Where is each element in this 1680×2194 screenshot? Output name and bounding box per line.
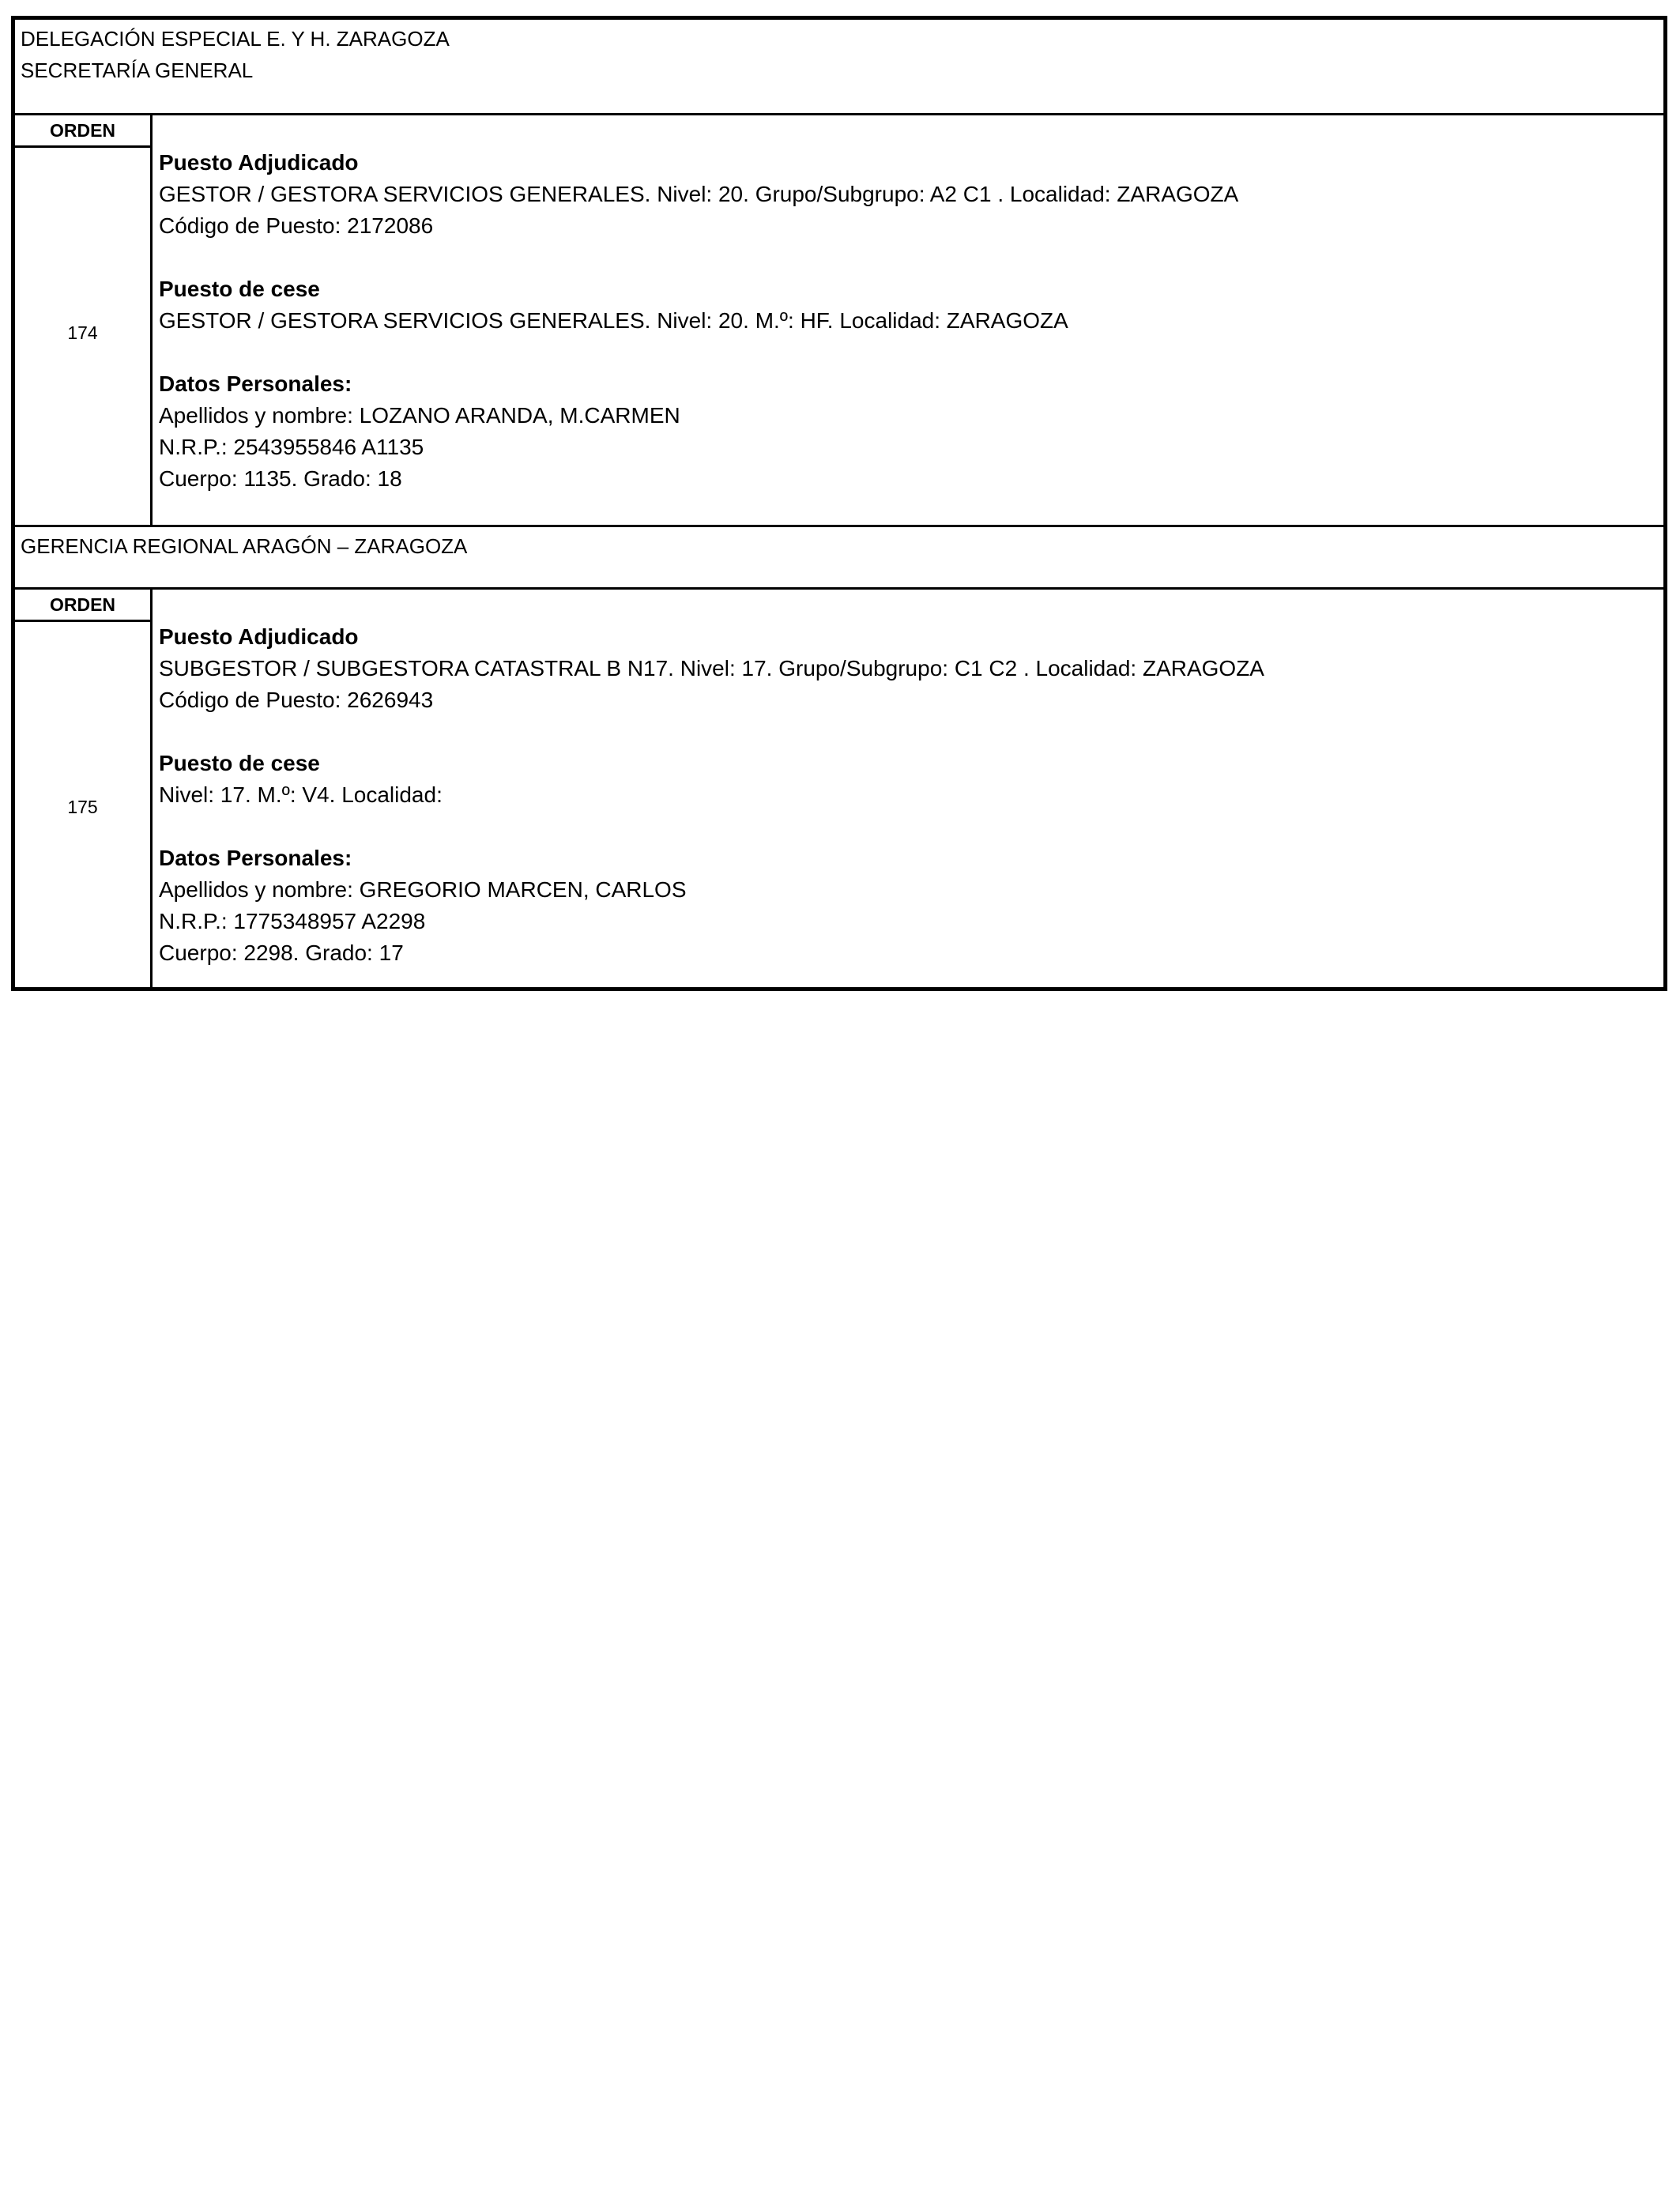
- datos-personales-title: Datos Personales:: [159, 371, 352, 396]
- header-line-secretaria: SECRETARÍA GENERAL: [21, 58, 254, 82]
- document-table: [11, 16, 1667, 991]
- puesto-cese-desc: Nivel: 17. M.º: V4. Localidad:: [159, 782, 443, 807]
- orden-number: 175: [67, 797, 98, 817]
- entry-details: [159, 115, 1663, 525]
- entry-row-175: [15, 590, 1663, 991]
- puesto-cese-title: Puesto de cese: [159, 751, 320, 775]
- codigo-puesto: Código de Puesto: 2172086: [159, 213, 434, 238]
- puesto-adjudicado-title: Puesto Adjudicado: [159, 624, 359, 649]
- puesto-cese-desc: GESTOR / GESTORA SERVICIOS GENERALES. Nivel: 20. M.º: HF. Localidad: ZARAGOZA: [159, 308, 1068, 333]
- datos-personales-title: Datos Personales:: [159, 846, 352, 870]
- puesto-adjudicado-desc: SUBGESTOR / SUBGESTORA CATASTRAL B N17. Nivel: 17. Grupo/Subgrupo: C1 C2 . Localidad: ZARAGOZA: [159, 656, 1264, 680]
- apellidos-nombre: Apellidos y nombre: GREGORIO MARCEN, CARLOS: [159, 877, 687, 902]
- entry-row-174: [15, 115, 1663, 525]
- apellidos-nombre: Apellidos y nombre: LOZANO ARANDA, M.CARMEN: [159, 403, 680, 428]
- cuerpo-grado: Cuerpo: 2298. Grado: 17: [159, 941, 404, 965]
- orden-column: [15, 115, 153, 525]
- section-header-2: [15, 527, 1663, 590]
- nrp: N.R.P.: 1775348957 A2298: [159, 909, 426, 933]
- puesto-cese-title: Puesto de cese: [159, 277, 320, 301]
- puesto-adjudicado-desc: GESTOR / GESTORA SERVICIOS GENERALES. Nivel: 20. Grupo/Subgrupo: A2 C1 . Localidad: ZARAGOZA: [159, 182, 1239, 206]
- entry-details: [159, 590, 1663, 991]
- section-header-1: [15, 20, 1663, 115]
- cuerpo-grado: Cuerpo: 1135. Grado: 18: [159, 466, 402, 491]
- orden-label: ORDEN: [15, 590, 150, 622]
- header-line-gerencia: GERENCIA REGIONAL ARAGÓN – ZARAGOZA: [21, 534, 468, 558]
- codigo-puesto: Código de Puesto: 2626943: [159, 688, 434, 712]
- orden-number: 174: [67, 322, 98, 343]
- orden-column: [15, 590, 153, 991]
- header-line-delegacion: DELEGACIÓN ESPECIAL E. Y H. ZARAGOZA: [21, 27, 450, 51]
- puesto-adjudicado-title: Puesto Adjudicado: [159, 150, 359, 175]
- nrp: N.R.P.: 2543955846 A1135: [159, 435, 424, 459]
- orden-label: ORDEN: [15, 115, 150, 148]
